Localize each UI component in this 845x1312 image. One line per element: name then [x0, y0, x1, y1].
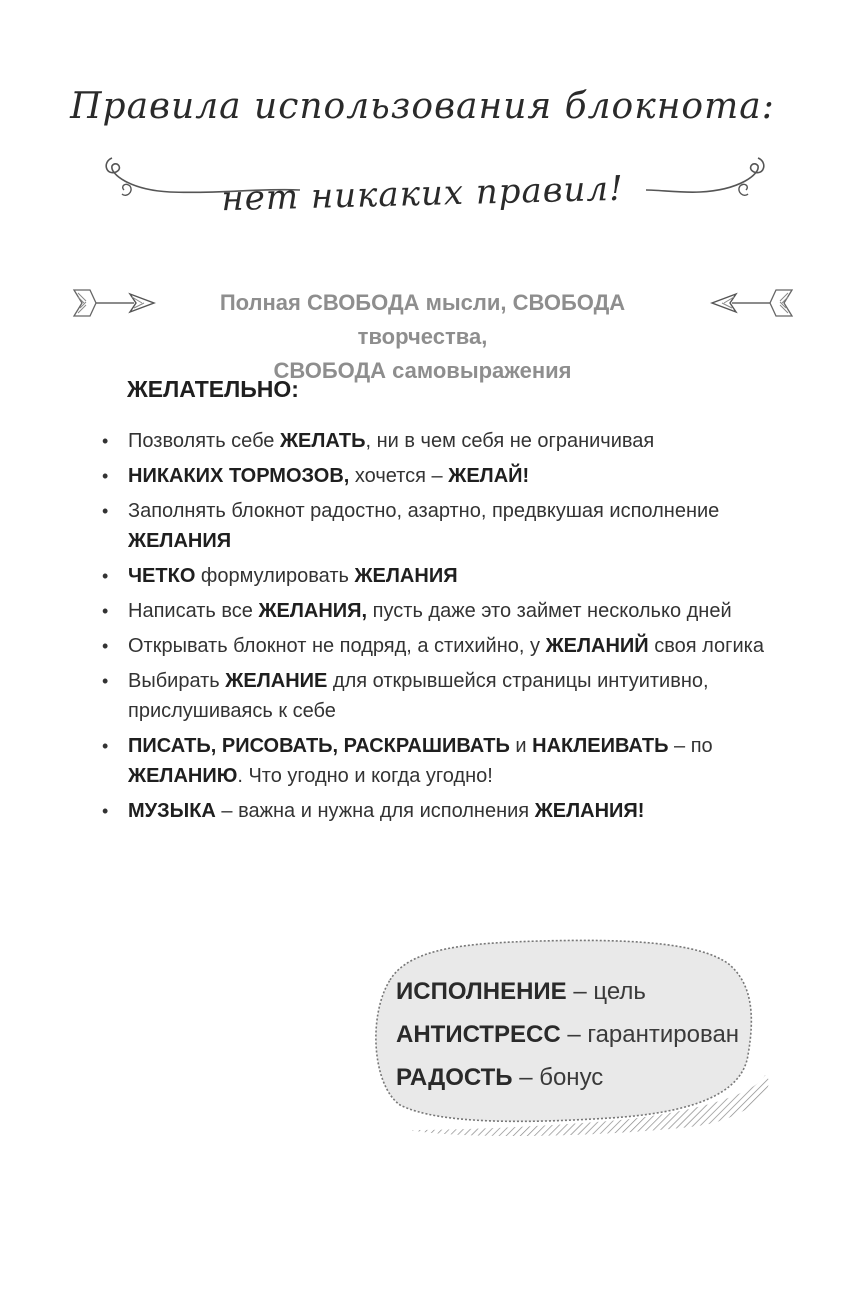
- list-item: • ЧЕТКО формулировать ЖЕЛАНИЯ: [100, 561, 800, 591]
- list-item: • Позволять себе ЖЕЛАТЬ, ни в чем себя не ограничивая: [100, 426, 800, 456]
- bullet-dot-icon: •: [102, 501, 109, 521]
- callout-line-2: АНТИСТРЕСС – гарантирован: [396, 1021, 740, 1048]
- bullet-dot-icon: •: [102, 566, 109, 586]
- list-item: • НИКАКИХ ТОРМОЗОВ, хочется – ЖЕЛАЙ!: [100, 461, 800, 491]
- bullet-dot-icon: •: [102, 671, 109, 691]
- tagline-line-1: Полная СВОБОДА мысли, СВОБОДА творчества,: [219, 290, 626, 349]
- callout-text: [396, 970, 739, 1099]
- bullet-dot-icon: •: [102, 431, 109, 451]
- list-item: • МУЗЫКА – важна и нужна для исполнения ЖЕЛАНИЯ!: [100, 796, 800, 826]
- rules-list: [100, 426, 800, 831]
- callout-line-1: ИСПОЛНЕНИЕ – цель: [396, 978, 646, 1005]
- tagline-line-2: СВОБОДА самовыражения: [273, 358, 572, 383]
- bullet-dot-icon: •: [102, 736, 109, 756]
- bullet-dot-icon: •: [102, 801, 109, 821]
- bullet-dot-icon: •: [102, 636, 109, 656]
- bullet-dot-icon: •: [102, 466, 109, 486]
- list-item: • ПИСАТЬ, РИСОВАТЬ, РАСКРАШИВАТЬ и НАКЛЕИВАТЬ – по ЖЕЛАНИЮ. Что угодно и когда угодно!: [100, 731, 800, 791]
- list-item: • Открывать блокнот не подряд, а стихийно, у ЖЕЛАНИЙ своя логика: [100, 631, 800, 661]
- section-heading: ЖЕЛАТЕЛЬНО:: [127, 376, 299, 402]
- right-arrow-icon: [708, 286, 794, 320]
- callout-line-3: РАДОСТЬ – бонус: [396, 1064, 604, 1091]
- left-arrow-icon: [72, 286, 158, 320]
- list-item: • Выбирать ЖЕЛАНИЕ для открывшейся страницы интуитивно, прислушиваясь к себе: [100, 666, 800, 726]
- page-title: Правила использования блокнота:: [70, 86, 775, 127]
- bullet-dot-icon: •: [102, 601, 109, 621]
- list-item: • Заполнять блокнот радостно, азартно, предвкушая исполнение ЖЕЛАНИЯ: [100, 496, 800, 556]
- page-subtitle-handwritten: нет никаких правил!: [220, 168, 625, 220]
- freedom-tagline: [160, 286, 685, 388]
- list-item: • Написать все ЖЕЛАНИЯ, пусть даже это займет несколько дней: [100, 596, 800, 626]
